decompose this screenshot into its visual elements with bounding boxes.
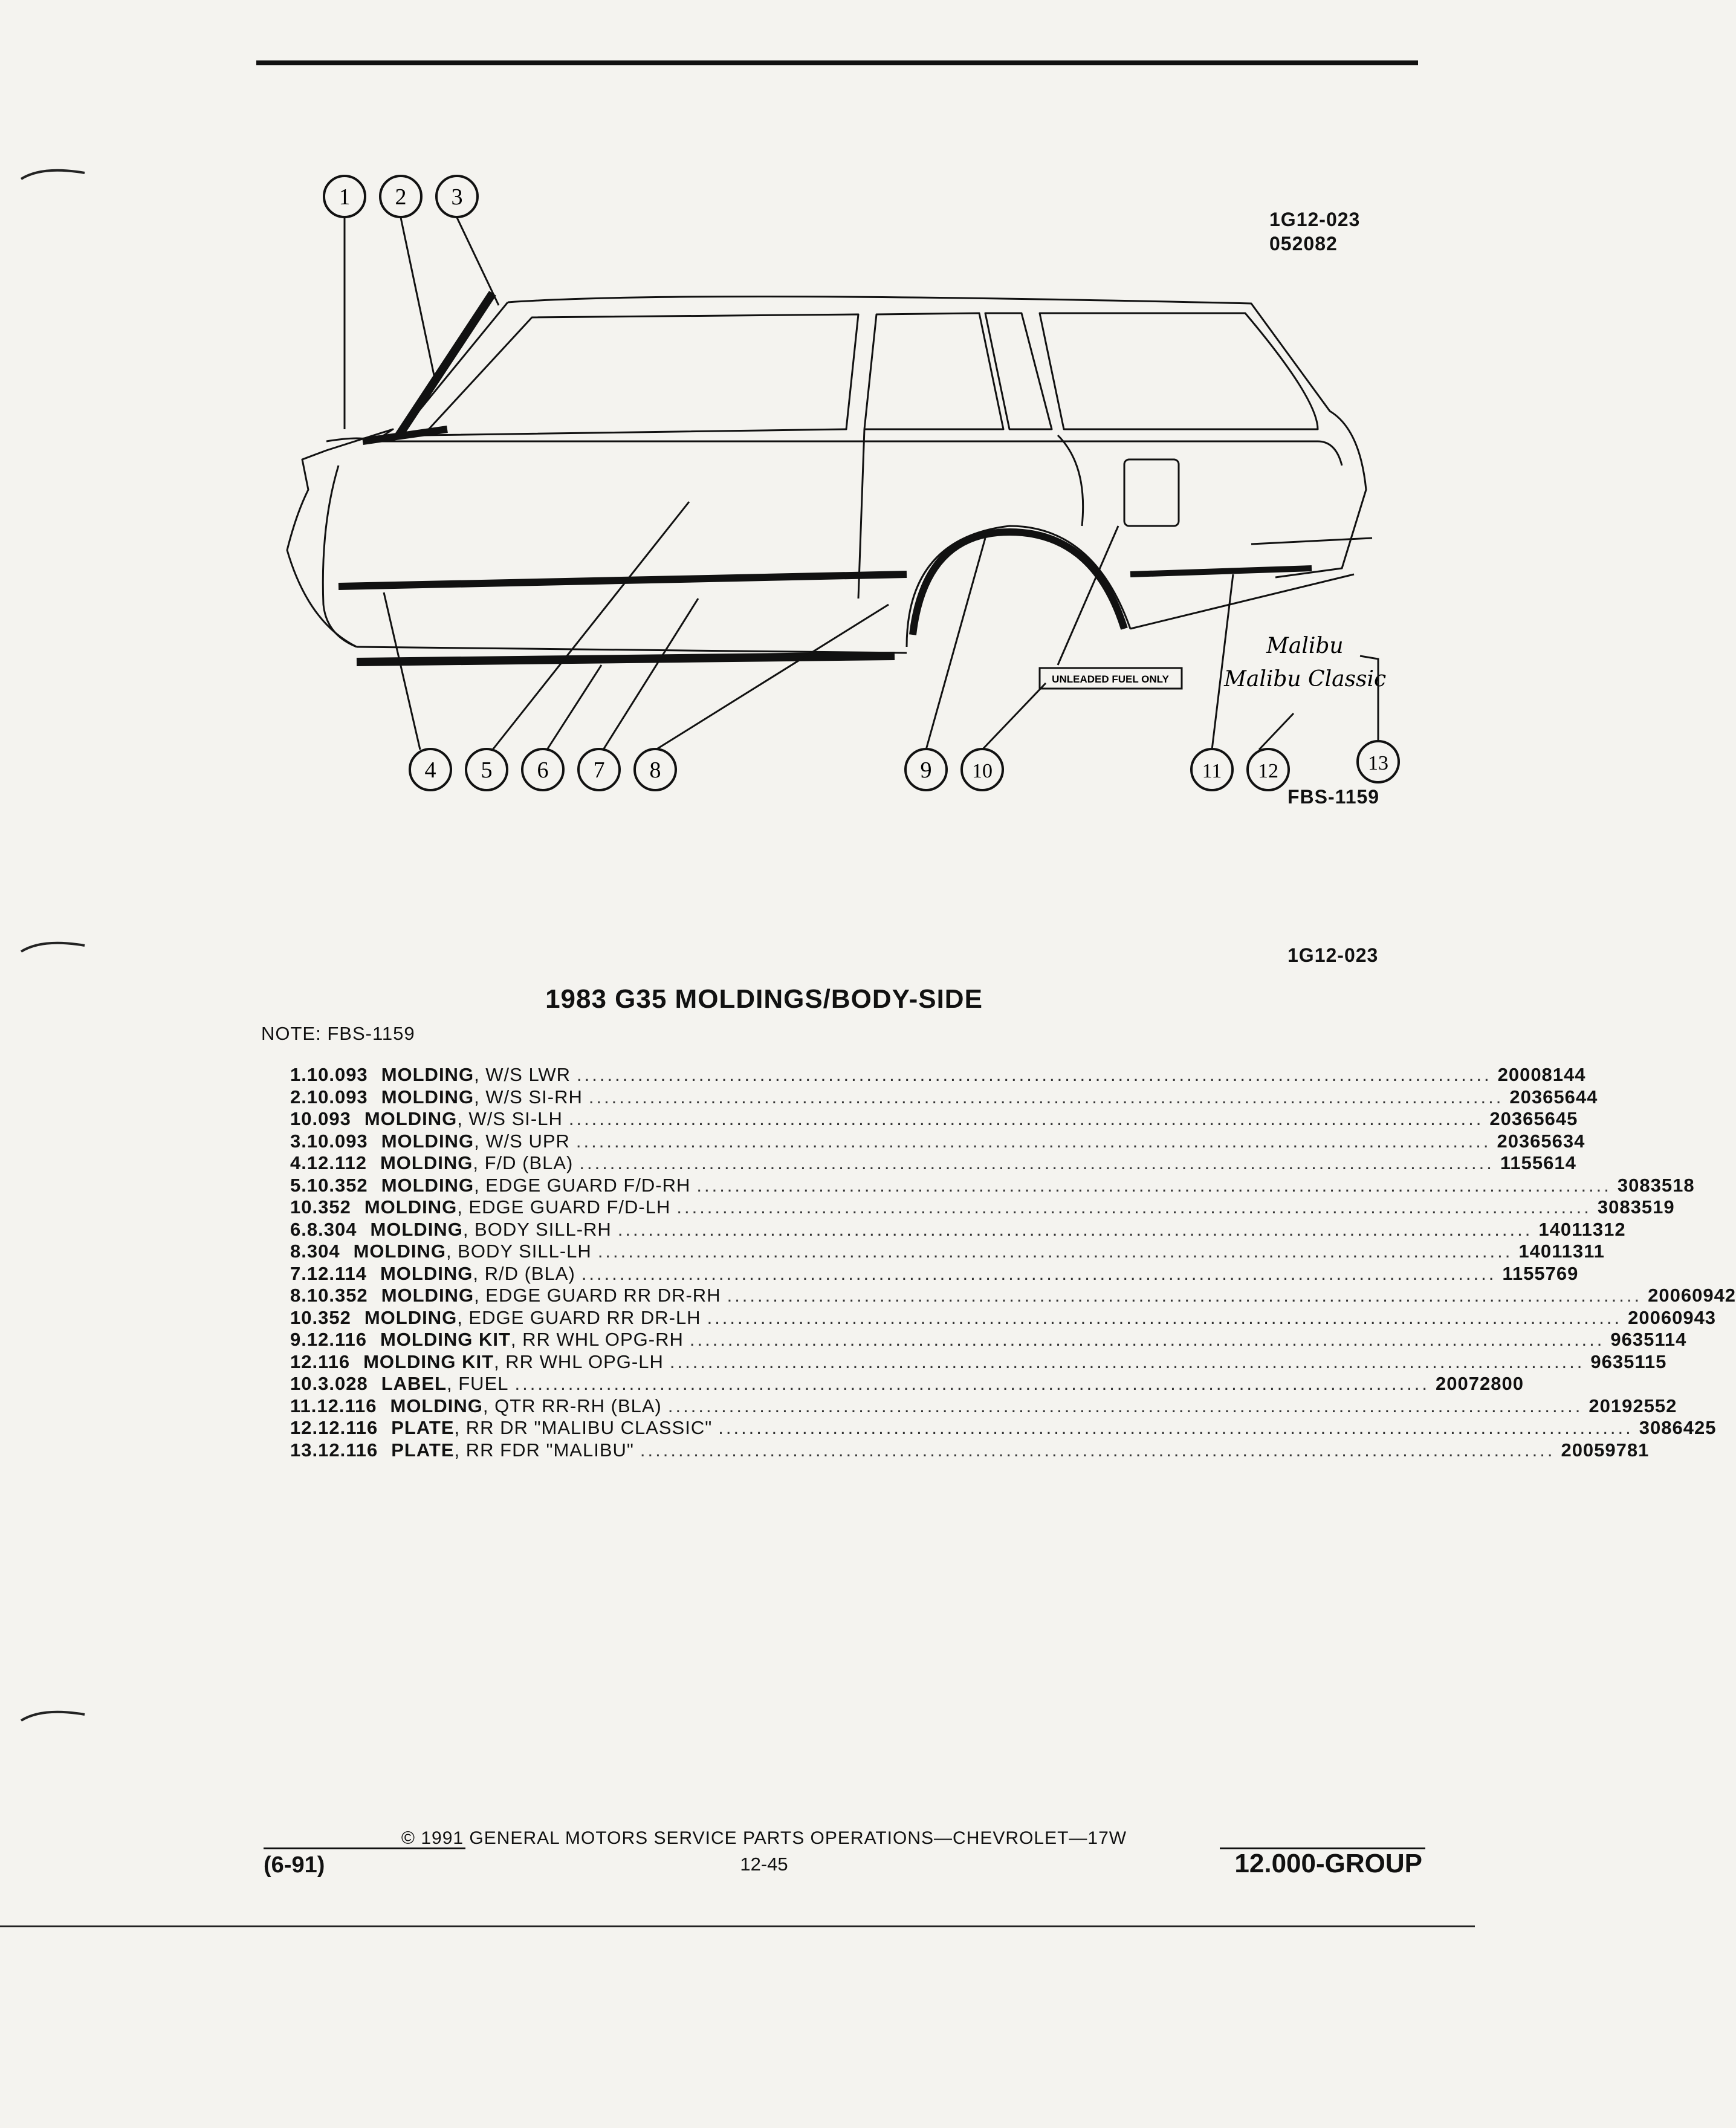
item-number: 10. — [290, 1373, 319, 1394]
part-name: MOLDING — [381, 1174, 474, 1196]
part-name: MOLDING — [381, 1130, 474, 1152]
group-number-cell: 10.352 — [290, 1306, 351, 1328]
item-number: 2. — [290, 1086, 307, 1108]
part-description: , EDGE GUARD RR DR-RH — [474, 1285, 721, 1306]
group-number-cell: 3.028 — [318, 1373, 368, 1394]
part-number: 3083518 — [1617, 1174, 1695, 1196]
part-name: MOLDING — [380, 1262, 473, 1284]
parts-list — [290, 1064, 1736, 1461]
part-name: MOLDING — [381, 1064, 474, 1085]
leader-dots: ........................................................................................................................ — [617, 1218, 1533, 1240]
leader-dots: ........................................................................................................................ — [707, 1306, 1622, 1328]
svg-text:4: 4 — [424, 757, 436, 783]
binder-hole-mark — [18, 164, 91, 183]
illustration-date: 052082 — [1269, 233, 1338, 255]
svg-text:1: 1 — [338, 184, 351, 210]
part-number: 20008144 — [1497, 1064, 1586, 1085]
part-name: MOLDING KIT — [380, 1329, 511, 1350]
part-description: , QTR RR-RH (BLA) — [482, 1395, 662, 1416]
item-number: 6. — [290, 1218, 307, 1240]
parts-row — [290, 1262, 1579, 1285]
group-number-cell: 10.093 — [306, 1064, 368, 1085]
part-description: , R/D (BLA) — [473, 1262, 575, 1284]
quarter-molding — [1130, 568, 1312, 574]
svg-text:5: 5 — [481, 757, 493, 783]
group-number-cell: 12.116 — [317, 1395, 377, 1416]
part-description: , F/D (BLA) — [473, 1152, 574, 1173]
fuel-label-text: UNLEADED FUEL ONLY — [1052, 673, 1169, 685]
parts-row — [290, 1439, 1650, 1462]
parts-row — [290, 1329, 1687, 1351]
parts-row — [290, 1108, 1578, 1130]
leader-dots: ........................................................................................................................ — [718, 1417, 1633, 1438]
script-badges — [1223, 634, 1386, 692]
malibu-badge: Malibu — [1266, 634, 1344, 658]
binder-hole-mark — [18, 937, 91, 955]
windshield-molding — [399, 293, 493, 435]
item-number: 11. — [290, 1395, 317, 1416]
svg-text:13: 13 — [1368, 752, 1388, 774]
body-moldings — [338, 293, 1312, 662]
parts-row — [290, 1417, 1717, 1439]
svg-text:8: 8 — [649, 757, 661, 783]
callout-2 — [380, 176, 421, 217]
part-number: 1155769 — [1502, 1262, 1579, 1284]
svg-text:3: 3 — [451, 184, 463, 210]
callout-7 — [578, 749, 620, 790]
callout-12 — [1248, 749, 1289, 790]
station-wagon-diagram — [254, 151, 1439, 840]
leader-dots: ........................................................................................................................ — [727, 1285, 1642, 1306]
parts-row — [290, 1241, 1605, 1263]
group-number-cell: 10.352 — [290, 1196, 351, 1218]
part-description: , W/S LWR — [474, 1064, 571, 1085]
svg-text:12: 12 — [1258, 760, 1278, 782]
group-number-cell: 10.093 — [290, 1108, 351, 1129]
leader-dots: ........................................................................................................................ — [689, 1329, 1605, 1350]
callout-3 — [436, 176, 478, 217]
part-name: MOLDING — [364, 1196, 458, 1218]
group-number-cell: 12.116 — [318, 1439, 378, 1461]
callout-circles — [324, 176, 1399, 790]
group-number-cell: 8.304 — [306, 1218, 357, 1240]
parts-row — [290, 1351, 1667, 1374]
item-number: 13. — [290, 1439, 319, 1461]
group-number-cell: 12.116 — [318, 1417, 378, 1438]
part-name: MOLDING — [364, 1306, 458, 1328]
part-description: , EDGE GUARD F/D-LH — [457, 1196, 671, 1218]
part-name: MOLDING — [390, 1395, 483, 1416]
section-code: 1G12-023 — [1287, 944, 1379, 966]
leader-dots: ........................................................................................................................ — [575, 1130, 1491, 1152]
leader-dots: ........................................................................................................................ — [581, 1262, 1497, 1284]
part-description: , RR DR "MALIBU CLASSIC" — [454, 1417, 713, 1438]
part-description: , FUEL — [447, 1373, 509, 1394]
parts-row — [290, 1152, 1576, 1175]
part-number: 14011311 — [1518, 1241, 1605, 1262]
binder-hole-mark — [18, 1706, 91, 1724]
top-rule — [256, 60, 1418, 65]
svg-text:2: 2 — [395, 184, 407, 210]
part-description: , BODY SILL-RH — [462, 1218, 612, 1240]
leader-dots: ........................................................................................................................ — [676, 1196, 1592, 1218]
part-description: , EDGE GUARD F/D-RH — [474, 1174, 691, 1196]
group-number-cell: 10.352 — [306, 1174, 368, 1196]
part-name: MOLDING — [381, 1285, 474, 1306]
callout-5 — [466, 749, 507, 790]
callout-4 — [410, 749, 451, 790]
group-number-cell: 12.112 — [306, 1152, 367, 1173]
leader-dots: ........................................................................................................................ — [514, 1373, 1430, 1394]
leader-dots: ........................................................................................................................ — [588, 1086, 1504, 1108]
leader-dots: ........................................................................................................................ — [696, 1174, 1611, 1196]
callout-8 — [635, 749, 676, 790]
part-name: MOLDING — [353, 1241, 446, 1262]
part-description: , BODY SILL-LH — [445, 1241, 592, 1262]
malibu-classic-badge: Malibu Classic — [1224, 667, 1387, 692]
group-number: 12.000-GROUP — [1234, 1849, 1422, 1878]
part-name: MOLDING KIT — [363, 1351, 494, 1372]
group-number-cell: 10.093 — [306, 1086, 368, 1108]
car-body-outline — [287, 296, 1372, 653]
part-number: 9635115 — [1590, 1351, 1667, 1372]
item-number: 12. — [290, 1417, 319, 1438]
parts-row — [290, 1130, 1585, 1153]
item-number: 8. — [290, 1285, 307, 1306]
part-description: , W/S UPR — [474, 1130, 570, 1152]
leader-dots: ........................................................................................................................ — [597, 1241, 1513, 1262]
leader-dots: ........................................................................................................................ — [579, 1152, 1494, 1173]
parts-row — [290, 1285, 1736, 1307]
part-description: , W/S SI-LH — [457, 1108, 563, 1129]
item-number: 9. — [290, 1329, 307, 1350]
fuel-label — [1040, 668, 1182, 689]
svg-text:10: 10 — [972, 760, 993, 782]
svg-text:9: 9 — [920, 757, 932, 783]
part-description: , EDGE GUARD RR DR-LH — [457, 1306, 701, 1328]
part-name: MOLDING — [381, 1086, 474, 1108]
part-description: , W/S SI-RH — [474, 1086, 583, 1108]
part-description: , RR WHL OPG-LH — [494, 1351, 664, 1372]
parts-row — [290, 1196, 1675, 1219]
leader-dots: ........................................................................................................................ — [667, 1395, 1583, 1416]
group-number-cell: 10.352 — [306, 1285, 368, 1306]
item-number: 3. — [290, 1130, 307, 1152]
parts-row — [290, 1064, 1586, 1086]
bottom-rule — [0, 1925, 1475, 1927]
parts-row — [290, 1306, 1717, 1329]
svg-text:6: 6 — [537, 757, 549, 783]
part-number: 3083519 — [1597, 1196, 1675, 1218]
part-name: MOLDING — [370, 1218, 463, 1240]
part-number: 20059781 — [1561, 1439, 1650, 1461]
callout-1 — [324, 176, 365, 217]
body-sill-molding — [357, 656, 895, 662]
part-number: 20060943 — [1628, 1306, 1717, 1328]
callout-11 — [1191, 749, 1232, 790]
callout-9 — [905, 749, 947, 790]
group-number-cell: 12.116 — [290, 1351, 351, 1372]
svg-text:11: 11 — [1202, 760, 1222, 782]
parts-row — [290, 1373, 1524, 1395]
parts-row — [290, 1218, 1626, 1241]
section-note: NOTE: FBS-1159 — [261, 1023, 415, 1044]
part-number: 20072800 — [1436, 1373, 1524, 1394]
parts-row — [290, 1086, 1598, 1109]
part-number: 20365634 — [1497, 1130, 1585, 1152]
part-name: LABEL — [381, 1373, 447, 1394]
part-description: , RR FDR "MALIBU" — [454, 1439, 634, 1461]
callout-10 — [962, 749, 1003, 790]
group-number-cell: 10.093 — [306, 1130, 368, 1152]
svg-text:7: 7 — [593, 757, 605, 783]
leader-dots: ........................................................................................................................ — [669, 1351, 1585, 1372]
group-number-cell: 8.304 — [290, 1241, 340, 1262]
part-description: , RR WHL OPG-RH — [510, 1329, 684, 1350]
illustration-code: 1G12-023 — [1269, 209, 1361, 230]
leader-dots: ........................................................................................................................ — [568, 1108, 1484, 1129]
part-number: 20365645 — [1489, 1108, 1578, 1129]
callout-6 — [522, 749, 563, 790]
item-number: 1. — [290, 1064, 307, 1085]
leader-dots: ........................................................................................................................ — [577, 1064, 1492, 1085]
part-number: 20192552 — [1589, 1395, 1677, 1416]
item-number: 5. — [290, 1174, 307, 1196]
group-number-cell: 12.114 — [306, 1262, 367, 1284]
part-number: 20060942 — [1648, 1285, 1736, 1306]
parts-illustration — [254, 151, 1439, 840]
figure-reference: FBS-1159 — [1287, 786, 1380, 808]
part-number: 1155614 — [1500, 1152, 1576, 1173]
callout-13 — [1358, 741, 1399, 782]
part-number: 14011312 — [1538, 1218, 1626, 1240]
item-number: 7. — [290, 1262, 307, 1284]
item-number: 4. — [290, 1152, 307, 1173]
part-number: 3086425 — [1639, 1417, 1717, 1438]
parts-row — [290, 1174, 1695, 1197]
copyright-notice: © 1991 GENERAL MOTORS SERVICE PARTS OPERATIONS—CHEVROLET—17W — [401, 1828, 1127, 1848]
group-number-cell: 12.116 — [306, 1329, 367, 1350]
part-name: PLATE — [391, 1439, 455, 1461]
parts-row — [290, 1395, 1677, 1418]
part-name: PLATE — [391, 1417, 455, 1438]
page-number: 12-45 — [740, 1854, 788, 1875]
part-name: MOLDING — [380, 1152, 473, 1173]
section-title: 1983 G35 MOLDINGS/BODY-SIDE — [545, 984, 983, 1014]
leader-dots: ........................................................................................................................ — [640, 1439, 1555, 1461]
part-number: 20365644 — [1509, 1086, 1598, 1108]
part-name: MOLDING — [364, 1108, 458, 1129]
part-number: 9635114 — [1610, 1329, 1687, 1350]
revision-date: (6-91) — [264, 1852, 325, 1878]
